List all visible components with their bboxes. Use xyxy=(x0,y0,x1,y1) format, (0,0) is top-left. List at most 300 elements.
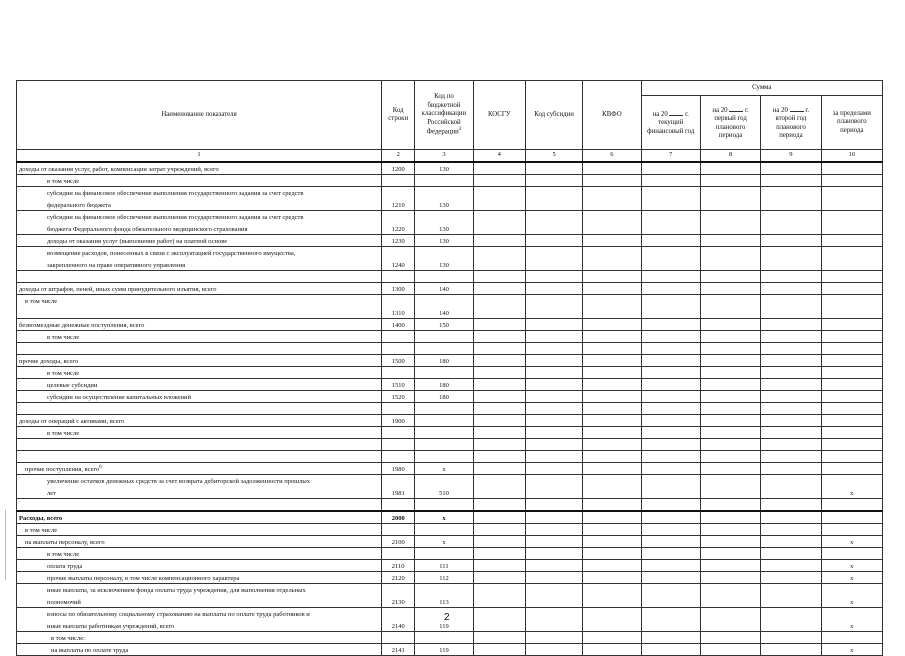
row-kosgu xyxy=(473,644,525,656)
row-budget-class xyxy=(415,259,473,271)
row-kosgu xyxy=(473,487,525,499)
row-sum-beyond xyxy=(821,487,882,499)
row-subsidy-code xyxy=(525,319,582,331)
row-subsidy-code xyxy=(525,223,582,235)
row-subsidy-code xyxy=(525,379,582,391)
row-kosgu xyxy=(473,415,525,427)
row-code xyxy=(382,379,415,391)
row-sum-beyond xyxy=(821,367,882,379)
sum-col-10-l2: планового xyxy=(836,118,867,126)
row-sum-first xyxy=(700,235,760,247)
col-number: 3 xyxy=(415,150,473,163)
row-budget-class xyxy=(415,596,473,608)
row-sum-current xyxy=(641,439,700,451)
sum-col-9-l3: планового xyxy=(776,123,806,131)
row-code-text: 2130 xyxy=(391,598,405,606)
row-sum-first xyxy=(700,548,760,560)
row-sum-first xyxy=(700,283,760,295)
row-budget-class-text: 130 xyxy=(439,261,449,269)
table-row xyxy=(17,307,883,319)
row-subsidy-code xyxy=(525,632,582,644)
row-sum-first xyxy=(700,319,760,331)
row-sum-first xyxy=(700,536,760,548)
row-code xyxy=(382,162,415,175)
sum-col-9-l4: периода xyxy=(779,131,803,139)
row-code xyxy=(382,367,415,379)
table-row xyxy=(17,427,883,439)
row-budget-class xyxy=(415,162,473,175)
row-kvfo xyxy=(583,487,641,499)
row-budget-class xyxy=(415,199,473,211)
col-number: 4 xyxy=(473,150,525,163)
row-sum-first xyxy=(700,475,760,487)
row-kosgu xyxy=(473,427,525,439)
row-budget-class xyxy=(415,235,473,247)
row-sum-beyond xyxy=(821,319,882,331)
row-sum-second xyxy=(761,524,821,536)
row-budget-class-text: 180 xyxy=(439,393,449,401)
row-sum-first xyxy=(700,271,760,283)
row-kosgu xyxy=(473,451,525,463)
col-number: 7 xyxy=(641,150,700,163)
row-name xyxy=(17,367,382,379)
row-subsidy-code xyxy=(525,211,582,223)
row-kosgu xyxy=(473,307,525,319)
row-kvfo xyxy=(583,223,641,235)
row-budget-class xyxy=(415,187,473,199)
row-subsidy-code xyxy=(525,403,582,415)
col-number: 6 xyxy=(583,150,641,163)
sum-col-7-l2: текущий xyxy=(658,119,684,127)
row-name xyxy=(17,548,382,560)
row-code-text: 1240 xyxy=(391,261,405,269)
row-name-text: в том числе xyxy=(47,333,80,341)
row-subsidy-code xyxy=(525,475,582,487)
row-kvfo xyxy=(583,307,641,319)
row-sum-current xyxy=(641,572,700,584)
row-code xyxy=(382,608,415,620)
row-kosgu xyxy=(473,499,525,512)
row-budget-class-text: 150 xyxy=(439,321,449,329)
row-budget-class-text: 119 xyxy=(439,646,449,654)
header-code-budget xyxy=(415,81,473,150)
row-name xyxy=(17,259,382,271)
row-budget-class xyxy=(415,283,473,295)
table-row xyxy=(17,162,883,175)
table-row xyxy=(17,235,883,247)
row-subsidy-code xyxy=(525,162,582,175)
row-name-text: субсидии на осуществление капитальных вложений xyxy=(47,393,191,401)
row-subsidy-code xyxy=(525,175,582,187)
table-row xyxy=(17,187,883,199)
row-kosgu xyxy=(473,391,525,403)
row-subsidy-code xyxy=(525,596,582,608)
row-kvfo xyxy=(583,608,641,620)
row-code xyxy=(382,463,415,475)
row-name-text: прочие доходы, всего xyxy=(19,357,79,365)
row-sum-current xyxy=(641,175,700,187)
row-budget-class-text: 180 xyxy=(439,381,449,389)
row-name xyxy=(17,620,382,632)
row-sum-first xyxy=(700,596,760,608)
row-name xyxy=(17,175,382,187)
row-kvfo xyxy=(583,379,641,391)
row-sum-first xyxy=(700,487,760,499)
row-budget-class xyxy=(415,175,473,187)
row-code xyxy=(382,548,415,560)
row-name-text: в том числе xyxy=(47,177,80,185)
row-sum-current xyxy=(641,211,700,223)
row-kosgu xyxy=(473,355,525,367)
row-name xyxy=(17,223,382,235)
table-row xyxy=(17,283,883,295)
row-name xyxy=(17,439,382,451)
row-name xyxy=(17,415,382,427)
row-kosgu xyxy=(473,632,525,644)
row-budget-class-text: 113 xyxy=(439,598,449,606)
row-sum-beyond xyxy=(821,499,882,512)
row-sum-beyond xyxy=(821,211,882,223)
header-code-budget-sup: 3 xyxy=(458,127,462,133)
row-name xyxy=(17,427,382,439)
row-sum-current xyxy=(641,379,700,391)
row-sum-beyond xyxy=(821,572,882,584)
row-kosgu xyxy=(473,211,525,223)
row-sum-current xyxy=(641,259,700,271)
row-name-text: возмещение расходов, понесенных в связи с эксплуатацией государственного имущества, xyxy=(47,249,296,257)
row-name xyxy=(17,187,382,199)
table-row xyxy=(17,211,883,223)
row-sum-current xyxy=(641,295,700,307)
row-sum-first xyxy=(700,199,760,211)
row-kosgu xyxy=(473,596,525,608)
col-number: 8 xyxy=(700,150,760,163)
row-name xyxy=(17,271,382,283)
row-kvfo xyxy=(583,211,641,223)
row-sum-second xyxy=(761,199,821,211)
row-sum-current xyxy=(641,247,700,259)
row-subsidy-code xyxy=(525,499,582,512)
row-sum-beyond xyxy=(821,379,882,391)
row-name xyxy=(17,295,382,307)
row-kosgu xyxy=(473,259,525,271)
row-subsidy-code xyxy=(525,247,582,259)
row-code xyxy=(382,211,415,223)
row-sum-second xyxy=(761,283,821,295)
row-sum-second xyxy=(761,307,821,319)
row-kosgu xyxy=(473,572,525,584)
table-row xyxy=(17,439,883,451)
row-sum-first xyxy=(700,162,760,175)
row-name-text: целевые субсидии xyxy=(47,381,98,389)
row-kvfo xyxy=(583,415,641,427)
row-kosgu xyxy=(473,403,525,415)
row-sum-beyond xyxy=(821,439,882,451)
row-code-text: 1220 xyxy=(391,225,405,233)
row-sum-second xyxy=(761,536,821,548)
row-sum-second xyxy=(761,403,821,415)
row-sum-beyond xyxy=(821,620,882,632)
row-sum-current xyxy=(641,427,700,439)
row-budget-class xyxy=(415,319,473,331)
table-row xyxy=(17,499,883,512)
row-code xyxy=(382,403,415,415)
header-sum-col-9 xyxy=(761,96,821,150)
row-sum-first xyxy=(700,259,760,271)
row-sum-beyond xyxy=(821,596,882,608)
column-numbers-row xyxy=(17,150,883,163)
row-kvfo xyxy=(583,439,641,451)
row-kosgu xyxy=(473,524,525,536)
row-sum-first xyxy=(700,620,760,632)
row-kosgu xyxy=(473,271,525,283)
row-code xyxy=(382,572,415,584)
row-code xyxy=(382,295,415,307)
table-row xyxy=(17,584,883,596)
row-sum-first xyxy=(700,223,760,235)
table-row xyxy=(17,319,883,331)
row-code xyxy=(382,451,415,463)
row-budget-class-text: 130 xyxy=(439,165,449,173)
row-name xyxy=(17,536,382,548)
row-kosgu xyxy=(473,223,525,235)
row-budget-class xyxy=(415,223,473,235)
row-sum-second xyxy=(761,235,821,247)
row-code-text: 1230 xyxy=(391,237,405,245)
row-sum-current xyxy=(641,487,700,499)
row-code-text: 1980 xyxy=(391,465,405,473)
row-name xyxy=(17,199,382,211)
row-budget-class xyxy=(415,415,473,427)
row-sum-current xyxy=(641,199,700,211)
row-sum-beyond xyxy=(821,295,882,307)
row-name xyxy=(17,475,382,487)
row-subsidy-code xyxy=(525,439,582,451)
row-sum-current xyxy=(641,415,700,427)
row-budget-class xyxy=(415,343,473,355)
row-name-text: прочие выплаты персоналу, в том числе компенсационного характера xyxy=(47,574,240,582)
row-code xyxy=(382,391,415,403)
row-sum-first xyxy=(700,295,760,307)
row-kosgu xyxy=(473,379,525,391)
row-sum-second xyxy=(761,475,821,487)
row-kosgu xyxy=(473,295,525,307)
row-sum-second xyxy=(761,259,821,271)
row-kvfo xyxy=(583,355,641,367)
table-body xyxy=(17,162,883,656)
row-sum-second xyxy=(761,331,821,343)
sum-col-10-l3: периода xyxy=(840,126,864,134)
row-kosgu xyxy=(473,536,525,548)
row-kvfo xyxy=(583,403,641,415)
table-row xyxy=(17,524,883,536)
row-sum-beyond xyxy=(821,199,882,211)
row-sum-current xyxy=(641,391,700,403)
row-kosgu xyxy=(473,463,525,475)
row-kosgu xyxy=(473,162,525,175)
table-row xyxy=(17,367,883,379)
row-kvfo xyxy=(583,584,641,596)
row-sum-second xyxy=(761,548,821,560)
row-subsidy-code xyxy=(525,187,582,199)
row-kosgu xyxy=(473,560,525,572)
row-name-text: взносы по обязательному социальному страхованию на выплаты по оплате труда работников и xyxy=(47,610,310,618)
row-sum-first xyxy=(700,307,760,319)
row-name-text: на выплаты по оплате труда xyxy=(51,646,129,654)
row-subsidy-code xyxy=(525,463,582,475)
row-sum-second xyxy=(761,499,821,512)
row-name xyxy=(17,524,382,536)
row-sum-current xyxy=(641,223,700,235)
header-sum-col-7 xyxy=(641,96,700,150)
row-name xyxy=(17,211,382,223)
row-sum-beyond xyxy=(821,343,882,355)
financial-plan-table xyxy=(16,80,883,656)
table-row xyxy=(17,463,883,475)
row-kvfo xyxy=(583,295,641,307)
row-name xyxy=(17,451,382,463)
row-subsidy-code xyxy=(525,511,582,524)
row-sum-current xyxy=(641,235,700,247)
row-budget-class xyxy=(415,391,473,403)
row-name-text: субсидии на финансовое обеспечение выполнения государственного задания за счет средств xyxy=(47,189,304,197)
row-name-text: бюджета Федерального фонда обязательного медицинского страхования xyxy=(47,225,248,233)
row-sum-second xyxy=(761,560,821,572)
header-code-budget-text: Код по бюджетной классификации Российской Федерации xyxy=(421,93,467,136)
row-kvfo xyxy=(583,271,641,283)
row-name-text: на выплаты персоналу, всего xyxy=(25,538,105,546)
row-subsidy-code xyxy=(525,283,582,295)
row-name-text: федерального бюджета xyxy=(47,201,111,209)
row-sum-beyond xyxy=(821,223,882,235)
table-row xyxy=(17,451,883,463)
row-sum-second xyxy=(761,379,821,391)
row-sum-first xyxy=(700,211,760,223)
row-code-text: 2100 xyxy=(391,538,405,546)
row-kosgu xyxy=(473,367,525,379)
row-name-text: безвозмездные денежные поступления, всего xyxy=(19,321,145,329)
row-sum-first xyxy=(700,451,760,463)
row-code xyxy=(382,175,415,187)
row-name-text: полномочий xyxy=(47,598,81,606)
row-sum-beyond xyxy=(821,463,882,475)
table-row xyxy=(17,379,883,391)
row-name-text: увеличение остатков денежных средств за счет возврата дебиторской задолженности прошлых xyxy=(47,477,311,485)
row-kvfo xyxy=(583,451,641,463)
row-code xyxy=(382,620,415,632)
row-budget-class-text: х xyxy=(442,514,446,522)
row-budget-class xyxy=(415,548,473,560)
header-code-row: Код строки xyxy=(382,81,415,150)
row-code xyxy=(382,271,415,283)
row-name xyxy=(17,463,382,475)
row-subsidy-code xyxy=(525,644,582,656)
row-name xyxy=(17,584,382,596)
sum-col-8-l1b: г. xyxy=(744,106,749,114)
table-row xyxy=(17,560,883,572)
header-code-subsidy: Код субсидии xyxy=(525,81,582,150)
row-subsidy-code xyxy=(525,367,582,379)
row-name-text: доходы от оказания услуг, работ, компенсации затрат учреждений, всего xyxy=(19,165,219,173)
row-kvfo xyxy=(583,319,641,331)
row-kvfo xyxy=(583,199,641,211)
table-row xyxy=(17,487,883,499)
row-subsidy-code xyxy=(525,427,582,439)
row-code xyxy=(382,283,415,295)
row-name xyxy=(17,511,382,524)
col-number: 1 xyxy=(17,150,382,163)
row-kosgu xyxy=(473,608,525,620)
row-budget-class xyxy=(415,524,473,536)
row-code xyxy=(382,223,415,235)
row-sum-beyond-text: х xyxy=(850,489,854,497)
row-kvfo xyxy=(583,391,641,403)
row-code-text: 1210 xyxy=(391,201,405,209)
row-sum-first xyxy=(700,247,760,259)
row-name xyxy=(17,487,382,499)
page-number: 2 xyxy=(444,612,450,623)
row-sum-second xyxy=(761,584,821,596)
row-code-text: 2000 xyxy=(391,514,405,522)
row-sum-current xyxy=(641,620,700,632)
row-sum-current xyxy=(641,560,700,572)
row-kvfo xyxy=(583,572,641,584)
row-sum-beyond xyxy=(821,235,882,247)
row-code xyxy=(382,584,415,596)
row-name xyxy=(17,379,382,391)
row-code xyxy=(382,487,415,499)
row-name xyxy=(17,644,382,656)
row-sum-second xyxy=(761,391,821,403)
table-row xyxy=(17,295,883,307)
row-subsidy-code xyxy=(525,548,582,560)
row-budget-class xyxy=(415,307,473,319)
row-name xyxy=(17,403,382,415)
row-sum-current xyxy=(641,632,700,644)
row-subsidy-code xyxy=(525,331,582,343)
row-kosgu xyxy=(473,511,525,524)
row-subsidy-code xyxy=(525,259,582,271)
row-sum-first xyxy=(700,524,760,536)
row-sum-beyond xyxy=(821,524,882,536)
table-row xyxy=(17,271,883,283)
row-sum-first xyxy=(700,560,760,572)
row-budget-class xyxy=(415,271,473,283)
row-kosgu xyxy=(473,343,525,355)
row-kvfo xyxy=(583,632,641,644)
row-sum-second xyxy=(761,644,821,656)
row-sum-second xyxy=(761,596,821,608)
sum-col-8-l4: периода xyxy=(718,131,743,139)
row-sum-second xyxy=(761,427,821,439)
table-row xyxy=(17,259,883,271)
row-name xyxy=(17,283,382,295)
row-subsidy-code xyxy=(525,536,582,548)
row-kvfo xyxy=(583,175,641,187)
row-sum-second xyxy=(761,487,821,499)
row-sum-first xyxy=(700,331,760,343)
sum-col-9-l2: второй год xyxy=(775,115,807,123)
row-kosgu xyxy=(473,187,525,199)
row-budget-class xyxy=(415,295,473,307)
header-name: Наименование показателя xyxy=(17,81,382,150)
row-name-text: иные выплаты, за исключением фонда оплаты труда учреждения, для выполнения отдельных xyxy=(47,586,306,594)
row-name xyxy=(17,247,382,259)
row-sum-beyond xyxy=(821,187,882,199)
table-row xyxy=(17,355,883,367)
row-budget-class-text: 130 xyxy=(439,237,449,245)
row-sum-beyond xyxy=(821,644,882,656)
